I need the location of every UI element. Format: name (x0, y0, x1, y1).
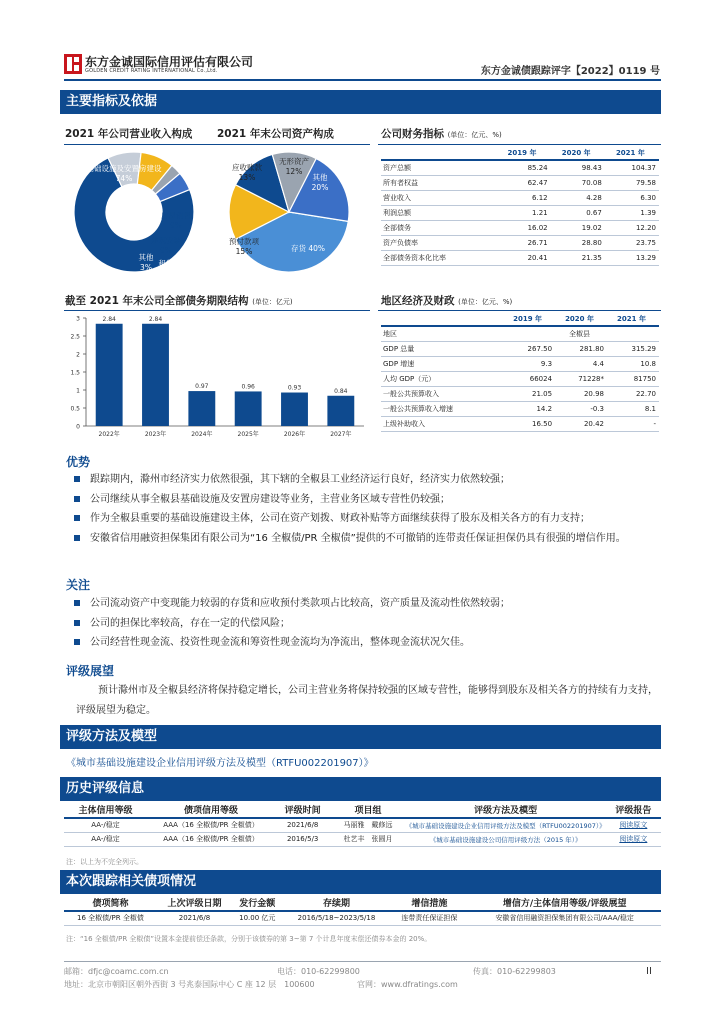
bonds-table (64, 894, 661, 926)
bar-value-label: 0.96 (241, 383, 255, 391)
advantage-item-1: 公司继续从事全椒县基础设施及安置房建设等业务，主营业务区域专营性仍较强； (72, 490, 662, 510)
cell: 71228* (555, 371, 607, 386)
asset-label-other: 其他 (312, 173, 328, 182)
y-tick-label: 0 (76, 423, 80, 431)
cell: 6.12 (496, 190, 550, 205)
cell: 安徽省信用融资担保集团有限公司/AAA/稳定 (468, 911, 661, 925)
cell: 21.05 (503, 386, 555, 401)
read-report-link[interactable]: 阅读原文 (606, 832, 661, 846)
company-name-en: GOLDEN CREDIT RATING INTERNATIONAL Co.,Ltd. (85, 68, 218, 74)
x-tick-label: 2023年 (144, 431, 167, 438)
company-name-cn: 东方金诚国际信用评估有限公司 (85, 55, 254, 69)
finance-row (381, 235, 659, 250)
cell: AA-/稳定 (64, 832, 147, 846)
header-rule (64, 79, 661, 81)
cell: 4.4 (555, 356, 607, 371)
finance-title: 公司财务指标 (单位：亿元、%) (381, 128, 502, 140)
header-cell: 2021 年 (605, 146, 659, 160)
footer-phone: 电话：010-62299800 (277, 967, 360, 976)
advantages-heading: 优势 (66, 455, 91, 469)
bar-2026年 (281, 393, 308, 426)
cell: 81750 (607, 371, 659, 386)
cell: GDP 增速 (381, 356, 503, 371)
cell: 连带责任保证担保 (390, 911, 468, 925)
cell: 一般公共预算收入增速 (381, 401, 503, 416)
x-tick-label: 2027年 (330, 431, 352, 438)
rev-label-infra: 基础设施及安置房建设 (86, 164, 162, 173)
cell: 79.58 (605, 175, 659, 190)
cell: 281.80 (555, 341, 607, 356)
header-cell (381, 146, 496, 160)
y-tick-label: 3 (76, 315, 80, 323)
cell: 杜艺丰 张圆月 (330, 832, 405, 846)
finance-row (381, 205, 659, 220)
region-row (381, 401, 659, 416)
finance-row (381, 175, 659, 190)
concern-item-0: 公司流动资产中变现能力较弱的存货和应收预付类款项占比较高，资产质量及流动性依然较弱； (72, 594, 662, 614)
debt-rule (64, 310, 370, 311)
cell: AAA（16 全椒债/PR 全椒债） (147, 832, 275, 846)
cell: 人均 GDP（元） (381, 371, 503, 386)
history-note: 注：以上为不完全列示。 (66, 858, 143, 866)
header-cell: 2019 年 (496, 146, 550, 160)
header-cell: 评级时间 (275, 801, 330, 818)
history-table (64, 801, 661, 847)
rev-chart-title: 2021 年公司营业收入构成 (65, 128, 193, 140)
bonds-header-row (64, 894, 661, 911)
cell: 12.20 (605, 220, 659, 235)
cell: 26.71 (496, 235, 550, 250)
advantage-item-3: 安徽省信用融资担保集团有限公司为“16 全椒债/PR 全椒债”提供的不可撤销的连带责任保证担保仍具有很强的增信作用。 (72, 529, 662, 549)
asset-label-receivable-line2: 13% (238, 173, 256, 182)
finance-row (381, 220, 659, 235)
cell: AA-/稳定 (64, 818, 147, 832)
cell: 104.37 (605, 160, 659, 175)
region-rule (378, 310, 661, 311)
region-header-row (381, 312, 659, 326)
cell: -0.3 (555, 401, 607, 416)
x-tick-label: 2024年 (191, 431, 213, 438)
history-row (64, 832, 661, 846)
cell: 全部债务资本化比率 (381, 250, 496, 265)
asset-label-intangible-line2: 12% (285, 167, 303, 176)
header-cell: 2019 年 (503, 312, 555, 326)
y-tick-label: 2 (76, 351, 80, 359)
x-tick-label: 2022年 (98, 431, 120, 438)
cell: 22.70 (607, 386, 659, 401)
region-table (381, 312, 659, 432)
region-area-row (381, 326, 659, 341)
advantage-item-2: 作为全椒县重要的基础设施建设主体，公司在资产划拨、财政补贴等方面继续获得了股东及相关各方的有力支持； (72, 509, 662, 529)
finance-header-row (381, 146, 659, 160)
cell: 16 全椒债/PR 全椒债 (64, 911, 157, 925)
asset-label-intangible: 无形资产 (279, 157, 309, 166)
advantages-list (72, 470, 662, 548)
footer-address: 地址：北京市朝阳区朝外西街 3 号兆泰国际中心 C 座 12 层 100600 (64, 980, 315, 989)
cell: 20.42 (555, 416, 607, 431)
page-number: II (646, 966, 652, 977)
rev-label-lease: 租赁 (158, 259, 174, 268)
finance-row (381, 250, 659, 265)
y-tick-label: 0.5 (70, 405, 80, 413)
cell: 1.21 (496, 205, 550, 220)
footer-website[interactable]: 官网：www.dfratings.com (357, 980, 458, 989)
bar-2025年 (235, 391, 262, 426)
cell: 19.02 (551, 220, 605, 235)
finance-row (381, 160, 659, 175)
cell: 《城市基础设施建设企业信用评级方法及模型（RTFU002201907）》 (406, 818, 606, 832)
cell: 16.50 (503, 416, 555, 431)
bar-value-label: 0.84 (334, 387, 348, 395)
cell: 利润总额 (381, 205, 496, 220)
y-tick-label: 2.5 (70, 333, 80, 341)
cell: - (607, 416, 659, 431)
header-cell: 评级方法及模型 (406, 801, 606, 818)
report-number: 东方金诚债跟踪评字【2022】0119 号 (480, 66, 660, 77)
bar-value-label: 2.84 (148, 315, 163, 323)
bar-2022年 (96, 324, 123, 426)
rev-label-install: 建筑安装 (151, 236, 181, 245)
header-cell: 2021 年 (607, 312, 659, 326)
cell: 1.39 (605, 205, 659, 220)
y-tick-label: 1.5 (70, 369, 80, 377)
x-tick-label: 2025年 (237, 431, 259, 438)
asset-label-receivable: 应收账款 (232, 163, 262, 172)
rev-label-install-line2: 9% (160, 246, 172, 255)
y-tick-label: 1 (76, 387, 80, 395)
cell: 全部债务 (381, 220, 496, 235)
region-row (381, 386, 659, 401)
logo-icon (64, 54, 82, 74)
debt-maturity-bar-chart (64, 312, 370, 446)
cell: 2021/6/8 (157, 911, 232, 925)
finance-table (381, 146, 659, 266)
region-row (381, 341, 659, 356)
bonds-row (64, 911, 661, 925)
cell: 所有者权益 (381, 175, 496, 190)
cell: 一般公共预算收入 (381, 386, 503, 401)
section-main-indicators: 主要指标及依据 (60, 90, 661, 114)
asset-chart-title: 2021 年末公司资产构成 (217, 128, 334, 140)
cell: 20.98 (555, 386, 607, 401)
finance-rule (378, 144, 661, 145)
cell: 9.3 (503, 356, 555, 371)
bar-value-label: 0.93 (287, 384, 302, 392)
cell: 14.2 (503, 401, 555, 416)
rev-label-lease-line2: 5% (160, 269, 172, 276)
header-cell (381, 312, 503, 326)
cell: 10.00 亿元 (232, 911, 282, 925)
logo (64, 54, 82, 78)
history-row (64, 818, 661, 832)
header-cell: 存续期 (282, 894, 390, 911)
bar-value-label: 0.97 (195, 383, 209, 391)
cell: 《城市基础设施建设公司信用评级方法（2015 年）》 (406, 832, 606, 846)
cell: 0.67 (551, 205, 605, 220)
cell: 4.28 (551, 190, 605, 205)
cell: 98.43 (551, 160, 605, 175)
cell: 13.29 (605, 250, 659, 265)
region-title: 地区经济及财政 (单位：亿元、%) (381, 295, 513, 307)
cell: GDP 总量 (381, 341, 503, 356)
region-row (381, 416, 659, 431)
footer-fax: 传真：010-62299803 (473, 967, 556, 976)
bar-2024年 (188, 391, 215, 426)
cell: 2016/5/18~2023/5/18 (282, 911, 390, 925)
section-method: 评级方法及模型 (60, 725, 661, 749)
pie-charts (64, 146, 370, 276)
region-row (381, 356, 659, 371)
cell: 6.30 (605, 190, 659, 205)
outlook-text: 预计滁州市及全椒县经济将保持稳定增长，公司主营业务将保持较强的区域专营性，能够得到股东及相关各方的持续有力支持，评级展望为稳定。 (76, 685, 658, 716)
cell: 马丽雅 戴修远 (330, 818, 405, 832)
cell: 上级补助收入 (381, 416, 503, 431)
cell: 21.35 (551, 250, 605, 265)
cell: 2016/5/3 (275, 832, 330, 846)
concerns-list (72, 594, 662, 653)
rev-label-sales: 房屋销售 (161, 211, 191, 220)
header-cell: 2020 年 (551, 146, 605, 160)
asset-label-prepay-line2: 15% (235, 247, 253, 256)
bar-2023年 (142, 324, 169, 426)
asset-label-inventory: 存货 40% (290, 244, 326, 253)
x-tick-label: 2026年 (283, 431, 306, 438)
cell: 70.08 (551, 175, 605, 190)
cell: 16.02 (496, 220, 550, 235)
header-cell: 主体信用等级 (64, 801, 147, 818)
cell: 营业收入 (381, 190, 496, 205)
section-history: 历史评级信息 (60, 777, 661, 801)
header-cell: 发行金额 (232, 894, 282, 911)
cell: 315.29 (607, 341, 659, 356)
header-cell: 2020 年 (555, 312, 607, 326)
concern-item-2: 公司经营性现金流、投资性现金流和筹资性现金流均为净流出，整体现金流状况欠佳。 (72, 633, 662, 653)
footer-email: 邮箱：dfjc@coamc.com.cn (64, 967, 169, 976)
cell: 62.47 (496, 175, 550, 190)
finance-row (381, 190, 659, 205)
cell: 2021/6/8 (275, 818, 330, 832)
area-label: 地区 (381, 326, 503, 341)
outlook-heading: 评级展望 (66, 664, 115, 678)
cell: 85.24 (496, 160, 550, 175)
header-cell: 上次评级日期 (157, 894, 232, 911)
cell: 20.41 (496, 250, 550, 265)
history-header-row (64, 801, 661, 818)
cell: 8.1 (607, 401, 659, 416)
method-link[interactable]: 《城市基础设施建设企业信用评级方法及模型（RTFU002201907）》 (66, 758, 374, 769)
section-bonds: 本次跟踪相关债项情况 (60, 870, 661, 894)
cell: 28.80 (551, 235, 605, 250)
rev-label-other-line2: 3% (140, 263, 152, 272)
cell: 267.50 (503, 341, 555, 356)
area-name: 全椒县 (503, 326, 659, 341)
rev-label-sales-line2: 9% (170, 221, 182, 230)
header-cell: 项目组 (330, 801, 405, 818)
asset-label-other-line2: 20% (311, 183, 329, 192)
bar-2027年 (327, 396, 354, 426)
rev-label-other: 其他 (138, 253, 154, 262)
header-cell: 增信方/主体信用等级/评级展望 (468, 894, 661, 911)
advantage-item-0: 跟踪期内，滁州市经济实力依然很强，其下辖的全椒县工业经济运行良好，经济实力依然较强； (72, 470, 662, 490)
bonds-note: 注：“16 全椒债/PR 全椒债”设置本金提前偿还条款，分别于该债券的第 3~第 7 个计息年度末偿还债券本金的 20%。 (66, 935, 432, 943)
cell: 资产总额 (381, 160, 496, 175)
concerns-heading: 关注 (66, 578, 91, 592)
debt-chart-title: 截至 2021 年末公司全部债务期限结构 (单位：亿元) (65, 295, 293, 307)
region-row (381, 371, 659, 386)
cell: 10.8 (607, 356, 659, 371)
cell: AAA（16 全椒债/PR 全椒债） (147, 818, 275, 832)
concern-item-1: 公司的担保比率较高，存在一定的代偿风险； (72, 614, 662, 634)
read-report-link[interactable]: 阅读原文 (606, 818, 661, 832)
header-cell: 债项信用等级 (147, 801, 275, 818)
header-cell: 债项简称 (64, 894, 157, 911)
asset-label-prepay: 预付款项 (229, 237, 259, 246)
footer-rule (64, 961, 661, 962)
cell: 66024 (503, 371, 555, 386)
cell: 23.75 (605, 235, 659, 250)
bar-value-label: 2.84 (102, 315, 116, 323)
chart-rule (64, 144, 370, 145)
header-cell: 评级报告 (606, 801, 661, 818)
rev-label-infra-line2: 74% (115, 174, 133, 183)
cell: 资产负债率 (381, 235, 496, 250)
header-cell: 增信措施 (390, 894, 468, 911)
